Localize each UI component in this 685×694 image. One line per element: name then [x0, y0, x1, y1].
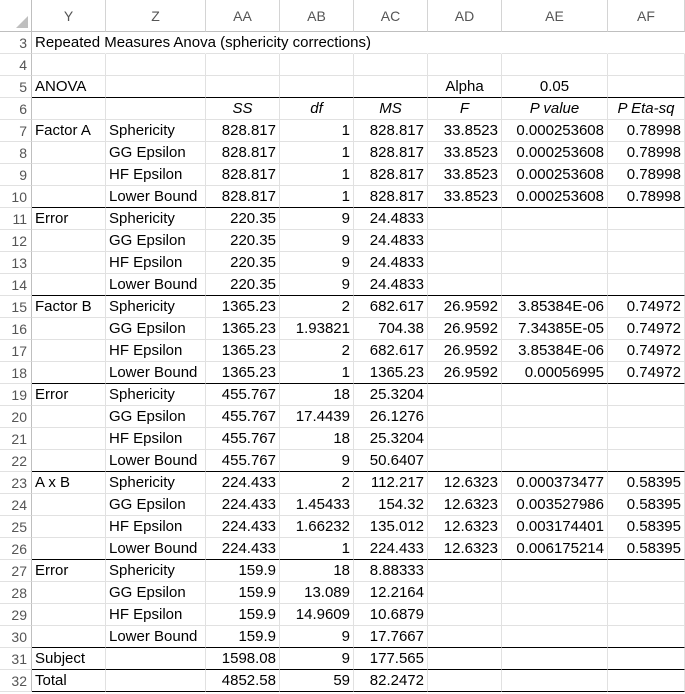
column-header-ac[interactable]: AC [354, 0, 428, 32]
cell-ac17[interactable]: 682.617 [354, 340, 428, 362]
cell-ad19[interactable] [428, 384, 502, 406]
cell-ae32[interactable] [502, 670, 608, 692]
row-header[interactable]: 21 [0, 428, 32, 450]
cell-ab6[interactable]: df [280, 98, 354, 120]
cell-z15[interactable]: Sphericity [106, 296, 206, 318]
cell-ab30[interactable]: 9 [280, 626, 354, 648]
row-header[interactable]: 23 [0, 472, 32, 494]
cell-ae11[interactable] [502, 208, 608, 230]
cell-ad13[interactable] [428, 252, 502, 274]
cell-y23[interactable]: A x B [32, 472, 106, 494]
cell-ab22[interactable]: 9 [280, 450, 354, 472]
cell-ac9[interactable]: 828.817 [354, 164, 428, 186]
cell-ac15[interactable]: 682.617 [354, 296, 428, 318]
row-header[interactable]: 5 [0, 76, 32, 98]
cell-ac7[interactable]: 828.817 [354, 120, 428, 142]
cell-ac25[interactable]: 135.012 [354, 516, 428, 538]
cell-ab19[interactable]: 18 [280, 384, 354, 406]
column-header-y[interactable]: Y [32, 0, 106, 32]
cell-ab32[interactable]: 59 [280, 670, 354, 692]
cell-aa16[interactable]: 1365.23 [206, 318, 280, 340]
cell-ab15[interactable]: 2 [280, 296, 354, 318]
cell-y21[interactable] [32, 428, 106, 450]
cell-ad15[interactable]: 26.9592 [428, 296, 502, 318]
cell-y13[interactable] [32, 252, 106, 274]
row-header[interactable]: 24 [0, 494, 32, 516]
cell-ae27[interactable] [502, 560, 608, 582]
cell-ad4[interactable] [428, 54, 502, 76]
cell-ac29[interactable]: 10.6879 [354, 604, 428, 626]
column-header-ad[interactable]: AD [428, 0, 502, 32]
cell-y27[interactable]: Error [32, 560, 106, 582]
cell-ab18[interactable]: 1 [280, 362, 354, 384]
cell-aa13[interactable]: 220.35 [206, 252, 280, 274]
cell-af31[interactable] [608, 648, 685, 670]
cell-ad28[interactable] [428, 582, 502, 604]
row-header[interactable]: 31 [0, 648, 32, 670]
cell-ad14[interactable] [428, 274, 502, 296]
cell-ad26[interactable]: 12.6323 [428, 538, 502, 560]
cell-ab20[interactable]: 17.4439 [280, 406, 354, 428]
cell-z14[interactable]: Lower Bound [106, 274, 206, 296]
cell-ab23[interactable]: 2 [280, 472, 354, 494]
cell-ac22[interactable]: 50.6407 [354, 450, 428, 472]
cell-aa26[interactable]: 224.433 [206, 538, 280, 560]
cell-y5[interactable]: ANOVA [32, 76, 106, 98]
cell-aa19[interactable]: 455.767 [206, 384, 280, 406]
cell-aa28[interactable]: 159.9 [206, 582, 280, 604]
cell-ae4[interactable] [502, 54, 608, 76]
cell-ab25[interactable]: 1.66232 [280, 516, 354, 538]
cell-z24[interactable]: GG Epsilon [106, 494, 206, 516]
cell-af29[interactable] [608, 604, 685, 626]
cell-ab29[interactable]: 14.9609 [280, 604, 354, 626]
row-header[interactable]: 20 [0, 406, 32, 428]
cell-z10[interactable]: Lower Bound [106, 186, 206, 208]
cell-ab16[interactable]: 1.93821 [280, 318, 354, 340]
cell-y7[interactable]: Factor A [32, 120, 106, 142]
cell-ac12[interactable]: 24.4833 [354, 230, 428, 252]
cell-z11[interactable]: Sphericity [106, 208, 206, 230]
cell-ae23[interactable]: 0.000373477 [502, 472, 608, 494]
cell-y10[interactable] [32, 186, 106, 208]
cell-y6[interactable] [32, 98, 106, 120]
cell-ac19[interactable]: 25.3204 [354, 384, 428, 406]
cell-ab8[interactable]: 1 [280, 142, 354, 164]
cell-aa25[interactable]: 224.433 [206, 516, 280, 538]
cell-ae7[interactable]: 0.000253608 [502, 120, 608, 142]
column-header-ab[interactable]: AB [280, 0, 354, 32]
cell-ae17[interactable]: 3.85384E-06 [502, 340, 608, 362]
cell-af18[interactable]: 0.74972 [608, 362, 685, 384]
cell-ad9[interactable]: 33.8523 [428, 164, 502, 186]
cell-ae12[interactable] [502, 230, 608, 252]
cell-ac5[interactable] [354, 76, 428, 98]
cell-af30[interactable] [608, 626, 685, 648]
cell-z12[interactable]: GG Epsilon [106, 230, 206, 252]
cell-aa21[interactable]: 455.767 [206, 428, 280, 450]
cell-aa20[interactable]: 455.767 [206, 406, 280, 428]
row-header[interactable]: 30 [0, 626, 32, 648]
cell-ae18[interactable]: 0.00056995 [502, 362, 608, 384]
cell-z21[interactable]: HF Epsilon [106, 428, 206, 450]
cell-z30[interactable]: Lower Bound [106, 626, 206, 648]
cell-y17[interactable] [32, 340, 106, 362]
cell-aa27[interactable]: 159.9 [206, 560, 280, 582]
row-header[interactable]: 13 [0, 252, 32, 274]
cell-ac26[interactable]: 224.433 [354, 538, 428, 560]
cell-y19[interactable]: Error [32, 384, 106, 406]
cell-ac28[interactable]: 12.2164 [354, 582, 428, 604]
row-header[interactable]: 17 [0, 340, 32, 362]
row-header[interactable]: 26 [0, 538, 32, 560]
cell-ad10[interactable]: 33.8523 [428, 186, 502, 208]
cell-ac16[interactable]: 704.38 [354, 318, 428, 340]
cell-z16[interactable]: GG Epsilon [106, 318, 206, 340]
cell-af24[interactable]: 0.58395 [608, 494, 685, 516]
cell-y31[interactable]: Subject [32, 648, 106, 670]
cell-z5[interactable] [106, 76, 206, 98]
cell-y12[interactable] [32, 230, 106, 252]
row-header[interactable]: 14 [0, 274, 32, 296]
row-header[interactable]: 7 [0, 120, 32, 142]
cell-z7[interactable]: Sphericity [106, 120, 206, 142]
cell-z13[interactable]: HF Epsilon [106, 252, 206, 274]
cell-z4[interactable] [106, 54, 206, 76]
cell-y16[interactable] [32, 318, 106, 340]
cell-aa22[interactable]: 455.767 [206, 450, 280, 472]
cell-ab12[interactable]: 9 [280, 230, 354, 252]
cell-ad7[interactable]: 33.8523 [428, 120, 502, 142]
cell-z18[interactable]: Lower Bound [106, 362, 206, 384]
cell-af28[interactable] [608, 582, 685, 604]
cell-y9[interactable] [32, 164, 106, 186]
cell-ad21[interactable] [428, 428, 502, 450]
cell-ab7[interactable]: 1 [280, 120, 354, 142]
cell-ac18[interactable]: 1365.23 [354, 362, 428, 384]
cell-ac3[interactable] [354, 32, 428, 54]
row-header[interactable]: 6 [0, 98, 32, 120]
cell-z23[interactable]: Sphericity [106, 472, 206, 494]
cell-y32[interactable]: Total [32, 670, 106, 692]
cell-ae5[interactable]: 0.05 [502, 76, 608, 98]
cell-z19[interactable]: Sphericity [106, 384, 206, 406]
cell-ae8[interactable]: 0.000253608 [502, 142, 608, 164]
cell-ae25[interactable]: 0.003174401 [502, 516, 608, 538]
cell-z31[interactable] [106, 648, 206, 670]
row-header[interactable]: 22 [0, 450, 32, 472]
cell-aa12[interactable]: 220.35 [206, 230, 280, 252]
cell-aa15[interactable]: 1365.23 [206, 296, 280, 318]
cell-ae3[interactable] [502, 32, 608, 54]
cell-ac14[interactable]: 24.4833 [354, 274, 428, 296]
cell-ac21[interactable]: 25.3204 [354, 428, 428, 450]
cell-ac8[interactable]: 828.817 [354, 142, 428, 164]
cell-aa23[interactable]: 224.433 [206, 472, 280, 494]
cell-ae21[interactable] [502, 428, 608, 450]
cell-z25[interactable]: HF Epsilon [106, 516, 206, 538]
cell-ad24[interactable]: 12.6323 [428, 494, 502, 516]
cell-aa9[interactable]: 828.817 [206, 164, 280, 186]
column-header-ae[interactable]: AE [502, 0, 608, 32]
cell-y22[interactable] [32, 450, 106, 472]
cell-z9[interactable]: HF Epsilon [106, 164, 206, 186]
cell-ad16[interactable]: 26.9592 [428, 318, 502, 340]
cell-ae20[interactable] [502, 406, 608, 428]
cell-ab9[interactable]: 1 [280, 164, 354, 186]
cell-ad3[interactable] [428, 32, 502, 54]
cell-ae22[interactable] [502, 450, 608, 472]
cell-ad29[interactable] [428, 604, 502, 626]
cell-ab5[interactable] [280, 76, 354, 98]
row-header[interactable]: 32 [0, 670, 32, 692]
cell-ac6[interactable]: MS [354, 98, 428, 120]
cell-af21[interactable] [608, 428, 685, 450]
cell-ad27[interactable] [428, 560, 502, 582]
cell-aa30[interactable]: 159.9 [206, 626, 280, 648]
cell-af19[interactable] [608, 384, 685, 406]
cell-ad17[interactable]: 26.9592 [428, 340, 502, 362]
cell-z3[interactable] [106, 32, 206, 54]
column-header-af[interactable]: AF [608, 0, 685, 32]
cell-af5[interactable] [608, 76, 685, 98]
cell-af20[interactable] [608, 406, 685, 428]
cell-ac30[interactable]: 17.7667 [354, 626, 428, 648]
cell-aa29[interactable]: 159.9 [206, 604, 280, 626]
cell-ae29[interactable] [502, 604, 608, 626]
cell-af27[interactable] [608, 560, 685, 582]
cell-ae10[interactable]: 0.000253608 [502, 186, 608, 208]
cell-y24[interactable] [32, 494, 106, 516]
row-header[interactable]: 25 [0, 516, 32, 538]
cell-ad22[interactable] [428, 450, 502, 472]
cell-af4[interactable] [608, 54, 685, 76]
cell-ae15[interactable]: 3.85384E-06 [502, 296, 608, 318]
cell-aa7[interactable]: 828.817 [206, 120, 280, 142]
cell-z17[interactable]: HF Epsilon [106, 340, 206, 362]
cell-ae13[interactable] [502, 252, 608, 274]
row-header[interactable]: 28 [0, 582, 32, 604]
cell-af3[interactable] [608, 32, 685, 54]
cell-ac32[interactable]: 82.2472 [354, 670, 428, 692]
cell-y14[interactable] [32, 274, 106, 296]
cell-af25[interactable]: 0.58395 [608, 516, 685, 538]
cell-af6[interactable]: P Eta-sq [608, 98, 685, 120]
row-header[interactable]: 11 [0, 208, 32, 230]
row-header[interactable]: 15 [0, 296, 32, 318]
cell-ae14[interactable] [502, 274, 608, 296]
cell-af11[interactable] [608, 208, 685, 230]
cell-z8[interactable]: GG Epsilon [106, 142, 206, 164]
cell-ae26[interactable]: 0.006175214 [502, 538, 608, 560]
cell-ae28[interactable] [502, 582, 608, 604]
cell-aa14[interactable]: 220.35 [206, 274, 280, 296]
cell-af12[interactable] [608, 230, 685, 252]
cell-ae24[interactable]: 0.003527986 [502, 494, 608, 516]
cell-aa24[interactable]: 224.433 [206, 494, 280, 516]
cell-z29[interactable]: HF Epsilon [106, 604, 206, 626]
cell-af26[interactable]: 0.58395 [608, 538, 685, 560]
cell-ad11[interactable] [428, 208, 502, 230]
row-header[interactable]: 3 [0, 32, 32, 54]
row-header[interactable]: 10 [0, 186, 32, 208]
row-header[interactable]: 27 [0, 560, 32, 582]
cell-aa31[interactable]: 1598.08 [206, 648, 280, 670]
cell-aa10[interactable]: 828.817 [206, 186, 280, 208]
cell-z32[interactable] [106, 670, 206, 692]
row-header[interactable]: 29 [0, 604, 32, 626]
cell-ac10[interactable]: 828.817 [354, 186, 428, 208]
cell-ac23[interactable]: 112.217 [354, 472, 428, 494]
cell-ad23[interactable]: 12.6323 [428, 472, 502, 494]
cell-af15[interactable]: 0.74972 [608, 296, 685, 318]
cell-ab26[interactable]: 1 [280, 538, 354, 560]
cell-af16[interactable]: 0.74972 [608, 318, 685, 340]
cell-af23[interactable]: 0.58395 [608, 472, 685, 494]
cell-aa18[interactable]: 1365.23 [206, 362, 280, 384]
cell-ac13[interactable]: 24.4833 [354, 252, 428, 274]
cell-ad32[interactable] [428, 670, 502, 692]
select-all-triangle-icon [16, 16, 28, 28]
row-header[interactable]: 16 [0, 318, 32, 340]
cell-y15[interactable]: Factor B [32, 296, 106, 318]
cell-z22[interactable]: Lower Bound [106, 450, 206, 472]
cell-z27[interactable]: Sphericity [106, 560, 206, 582]
select-all-corner[interactable] [0, 0, 32, 32]
cell-y20[interactable] [32, 406, 106, 428]
cell-y3[interactable]: Repeated Measures Anova (sphericity corrections) [32, 32, 106, 54]
cell-z28[interactable]: GG Epsilon [106, 582, 206, 604]
cell-ac27[interactable]: 8.88333 [354, 560, 428, 582]
cell-ab4[interactable] [280, 54, 354, 76]
cell-ad5[interactable]: Alpha [428, 76, 502, 98]
row-header[interactable]: 8 [0, 142, 32, 164]
cell-ab13[interactable]: 9 [280, 252, 354, 274]
cell-ad20[interactable] [428, 406, 502, 428]
cell-z26[interactable]: Lower Bound [106, 538, 206, 560]
cell-ab24[interactable]: 1.45433 [280, 494, 354, 516]
cell-ae19[interactable] [502, 384, 608, 406]
cell-ad25[interactable]: 12.6323 [428, 516, 502, 538]
cell-y26[interactable] [32, 538, 106, 560]
row-header[interactable]: 18 [0, 362, 32, 384]
cell-y30[interactable] [32, 626, 106, 648]
cell-af13[interactable] [608, 252, 685, 274]
cell-ad18[interactable]: 26.9592 [428, 362, 502, 384]
cell-ab10[interactable]: 1 [280, 186, 354, 208]
row-header[interactable]: 9 [0, 164, 32, 186]
row-header[interactable]: 4 [0, 54, 32, 76]
cell-z6[interactable] [106, 98, 206, 120]
cell-aa3[interactable] [206, 32, 280, 54]
cell-ad8[interactable]: 33.8523 [428, 142, 502, 164]
cell-ac20[interactable]: 26.1276 [354, 406, 428, 428]
cell-ab21[interactable]: 18 [280, 428, 354, 450]
cell-aa6[interactable]: SS [206, 98, 280, 120]
cell-aa32[interactable]: 4852.58 [206, 670, 280, 692]
cell-ab31[interactable]: 9 [280, 648, 354, 670]
cell-af14[interactable] [608, 274, 685, 296]
cell-aa17[interactable]: 1365.23 [206, 340, 280, 362]
cell-ae16[interactable]: 7.34385E-05 [502, 318, 608, 340]
cell-ac31[interactable]: 177.565 [354, 648, 428, 670]
cell-y11[interactable]: Error [32, 208, 106, 230]
column-header-z[interactable]: Z [106, 0, 206, 32]
cell-af10[interactable]: 0.78998 [608, 186, 685, 208]
cell-af8[interactable]: 0.78998 [608, 142, 685, 164]
cell-aa11[interactable]: 220.35 [206, 208, 280, 230]
cell-af17[interactable]: 0.74972 [608, 340, 685, 362]
cell-af7[interactable]: 0.78998 [608, 120, 685, 142]
cell-aa5[interactable] [206, 76, 280, 98]
column-header-aa[interactable]: AA [206, 0, 280, 32]
cell-ae30[interactable] [502, 626, 608, 648]
cell-ab14[interactable]: 9 [280, 274, 354, 296]
cell-aa4[interactable] [206, 54, 280, 76]
cell-ab27[interactable]: 18 [280, 560, 354, 582]
cell-ad6[interactable]: F [428, 98, 502, 120]
cell-ac4[interactable] [354, 54, 428, 76]
cell-ae9[interactable]: 0.000253608 [502, 164, 608, 186]
cell-ad30[interactable] [428, 626, 502, 648]
cell-ac11[interactable]: 24.4833 [354, 208, 428, 230]
cell-y28[interactable] [32, 582, 106, 604]
cell-ae6[interactable]: P value [502, 98, 608, 120]
cell-y4[interactable] [32, 54, 106, 76]
cell-ae31[interactable] [502, 648, 608, 670]
cell-ab17[interactable]: 2 [280, 340, 354, 362]
cell-aa8[interactable]: 828.817 [206, 142, 280, 164]
row-header[interactable]: 19 [0, 384, 32, 406]
cell-y29[interactable] [32, 604, 106, 626]
cell-ab11[interactable]: 9 [280, 208, 354, 230]
cell-y25[interactable] [32, 516, 106, 538]
cell-y8[interactable] [32, 142, 106, 164]
cell-ab28[interactable]: 13.089 [280, 582, 354, 604]
cell-y18[interactable] [32, 362, 106, 384]
cell-af9[interactable]: 0.78998 [608, 164, 685, 186]
cell-ab3[interactable] [280, 32, 354, 54]
cell-af32[interactable] [608, 670, 685, 692]
cell-ad12[interactable] [428, 230, 502, 252]
cell-ac24[interactable]: 154.32 [354, 494, 428, 516]
cell-af22[interactable] [608, 450, 685, 472]
row-header[interactable]: 12 [0, 230, 32, 252]
cell-ad31[interactable] [428, 648, 502, 670]
cell-z20[interactable]: GG Epsilon [106, 406, 206, 428]
